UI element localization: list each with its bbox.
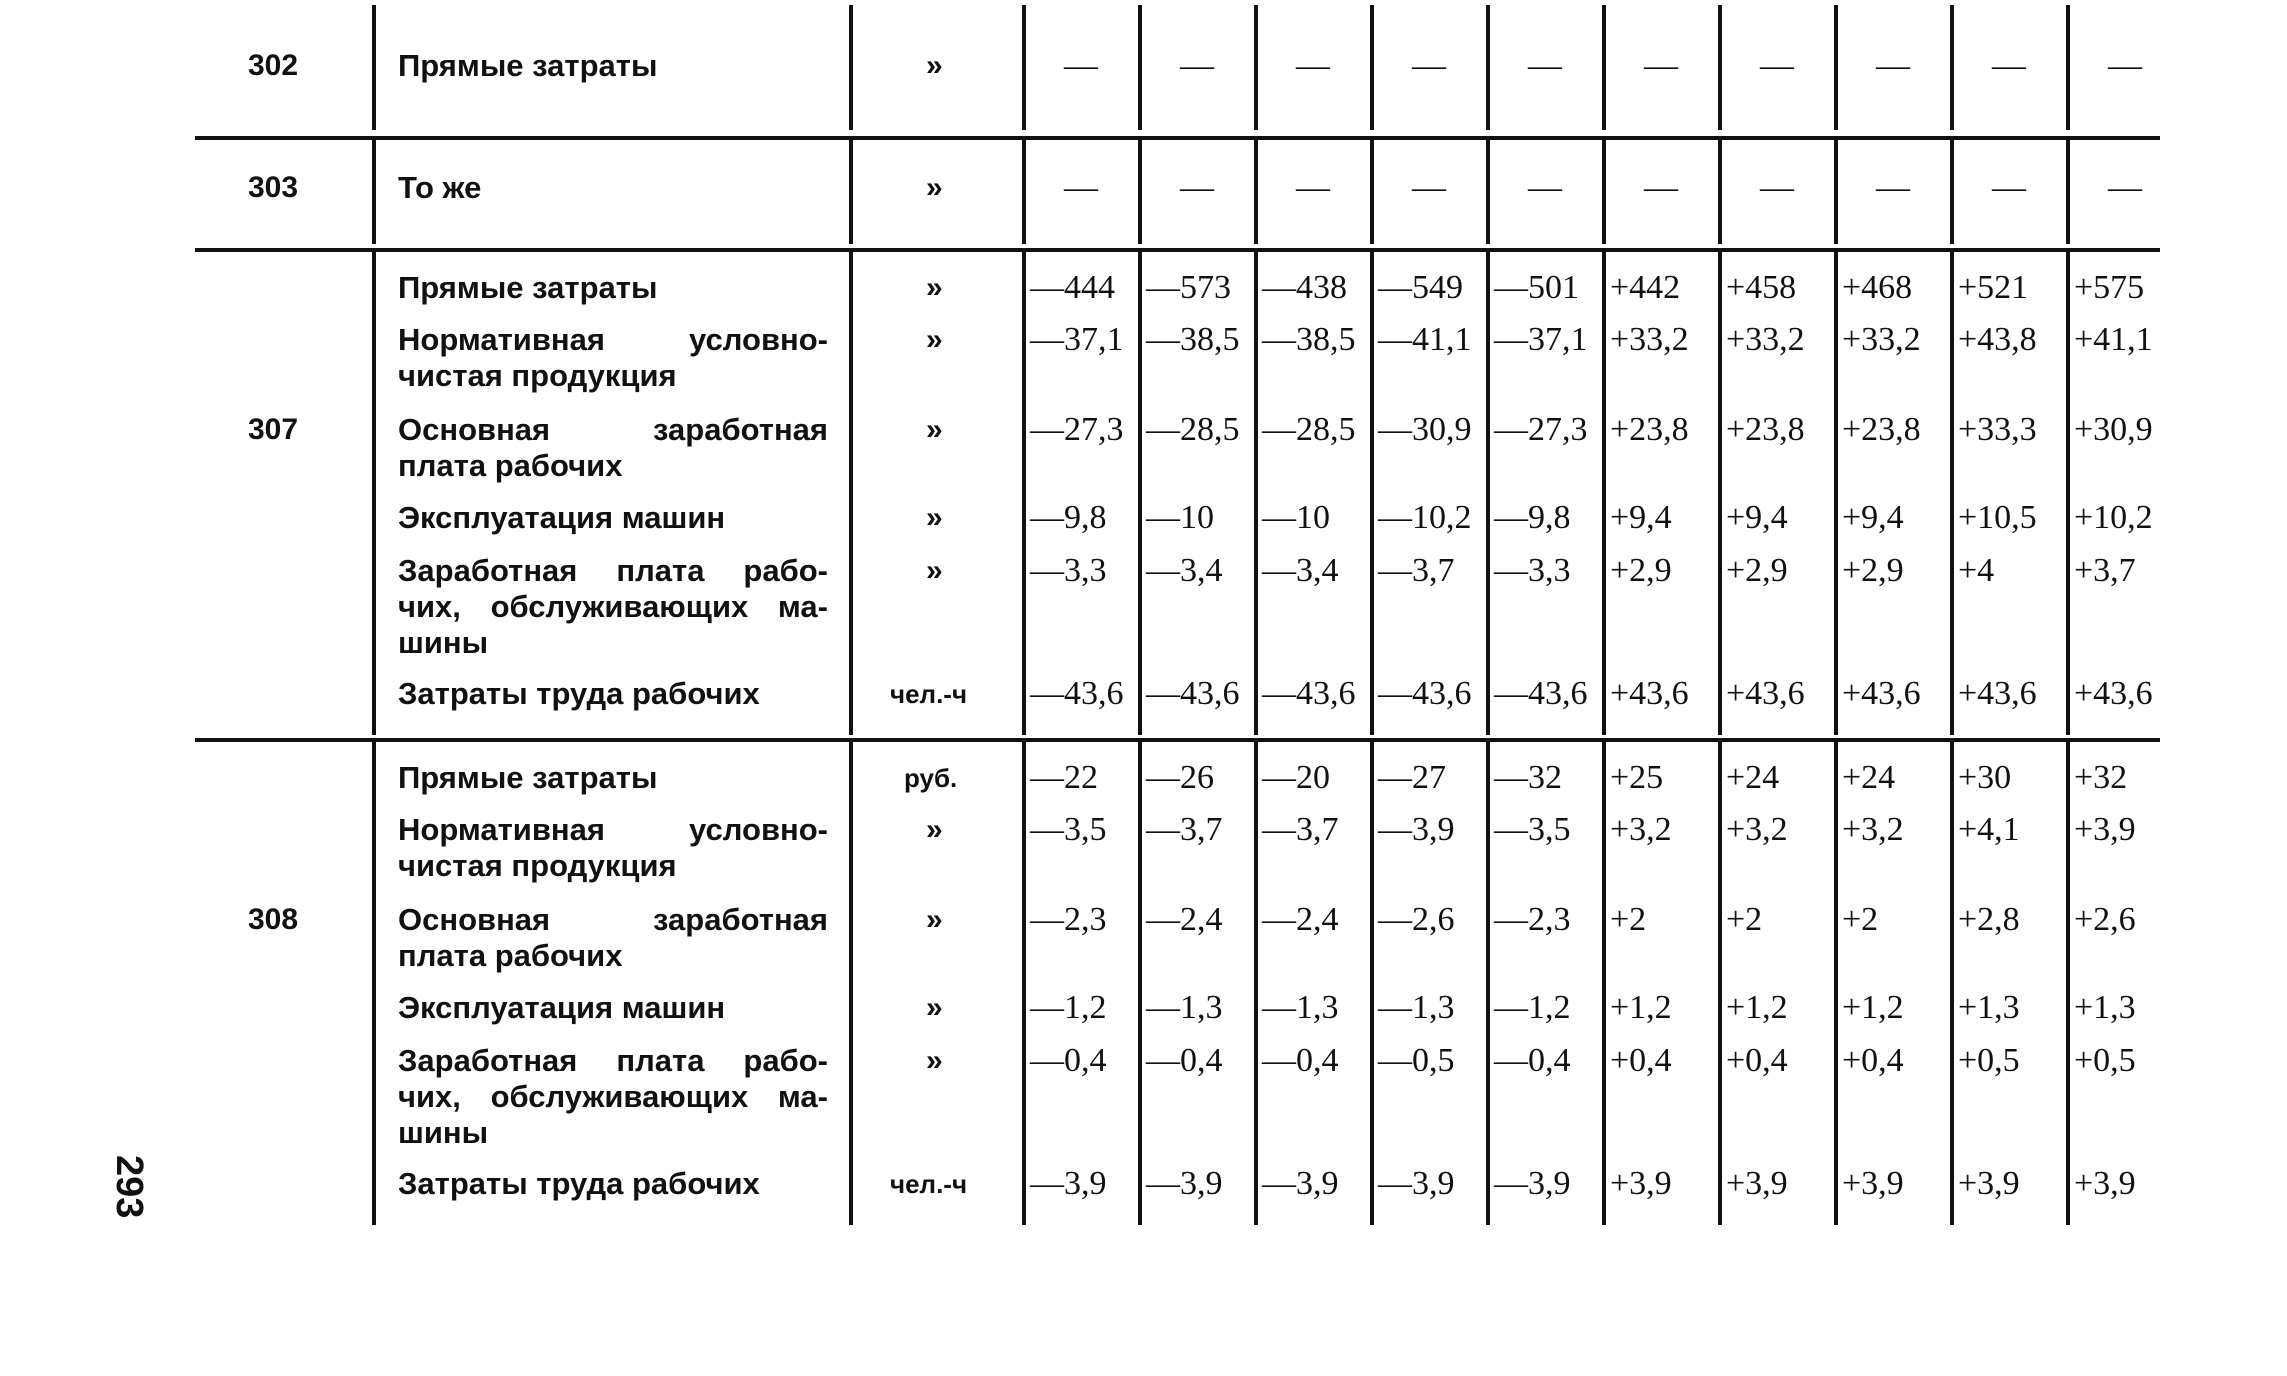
column-rule — [1138, 5, 1142, 130]
row-label: Заработная плата рабо- — [398, 1043, 828, 1078]
row-unit: » — [926, 554, 943, 587]
value-cell: +41,1 — [2074, 321, 2153, 358]
value-cell: — — [1992, 47, 2026, 84]
value-cell: — — [1528, 169, 1562, 206]
value-cell: +23,8 — [1610, 411, 1689, 448]
value-cell: —0,4 — [1146, 1042, 1223, 1079]
value-cell: +43,6 — [1610, 675, 1689, 712]
value-cell: —3,9 — [1262, 1165, 1339, 1202]
value-cell: +3,9 — [2074, 811, 2136, 848]
value-cell: —3,7 — [1378, 552, 1455, 589]
row-label: шины — [398, 625, 489, 660]
column-rule — [1022, 252, 1026, 735]
column-rule — [2066, 252, 2070, 735]
value-cell: —2,4 — [1146, 901, 1223, 938]
row-label: Затраты труда рабочих — [398, 1166, 760, 1201]
column-rule — [1834, 252, 1838, 735]
row-unit: » — [926, 171, 943, 204]
value-cell: —3,9 — [1146, 1165, 1223, 1202]
row-unit: » — [926, 991, 943, 1024]
column-rule — [1486, 140, 1490, 244]
value-cell: —573 — [1146, 269, 1231, 306]
value-cell: +2,6 — [2074, 901, 2136, 938]
row-label: чих, обслуживающих ма- — [398, 589, 828, 624]
value-cell: +24 — [1726, 759, 1780, 796]
value-cell: —10 — [1262, 499, 1330, 536]
value-cell: —2,6 — [1378, 901, 1455, 938]
value-cell: +33,2 — [1610, 321, 1689, 358]
row-unit: чел.-ч — [890, 1169, 968, 1199]
column-rule — [1602, 5, 1606, 130]
row-label: Эксплуатация машин — [398, 500, 726, 535]
value-cell: —41,1 — [1378, 321, 1472, 358]
value-cell: +23,8 — [1726, 411, 1805, 448]
column-rule — [1486, 252, 1490, 735]
column-rule — [1950, 5, 1954, 130]
row-unit: » — [926, 903, 943, 936]
section-code: 308 — [248, 903, 299, 936]
value-cell: —37,1 — [1494, 321, 1588, 358]
value-cell: —3,4 — [1262, 552, 1339, 589]
value-cell: +3,9 — [2074, 1165, 2136, 1202]
value-cell: +3,7 — [2074, 552, 2136, 589]
value-cell: +1,2 — [1610, 989, 1672, 1026]
value-cell: +30,9 — [2074, 411, 2153, 448]
row-unit: » — [926, 413, 943, 446]
value-cell: —27,3 — [1494, 411, 1588, 448]
value-cell: +521 — [1958, 269, 2029, 306]
value-cell: —549 — [1378, 269, 1463, 306]
row-label: чих, обслуживающих ма- — [398, 1079, 828, 1114]
column-rule — [1254, 252, 1258, 735]
value-cell: — — [2108, 47, 2142, 84]
column-rule — [1950, 252, 1954, 735]
value-cell: —30,9 — [1378, 411, 1472, 448]
value-cell: — — [1876, 169, 1910, 206]
value-cell: —438 — [1262, 269, 1347, 306]
value-cell: — — [1412, 169, 1446, 206]
value-cell: +9,4 — [1842, 499, 1904, 536]
value-cell: —22 — [1030, 759, 1098, 796]
column-rule — [1022, 742, 1026, 1225]
column-rule — [1370, 5, 1374, 130]
value-cell: — — [1992, 169, 2026, 206]
column-rule — [1718, 140, 1722, 244]
value-cell: —20 — [1262, 759, 1330, 796]
value-cell: —501 — [1494, 269, 1579, 306]
row-label: То же — [398, 170, 482, 205]
column-rule — [1486, 742, 1490, 1225]
value-cell: —0,5 — [1378, 1042, 1455, 1079]
column-rule — [1602, 140, 1606, 244]
value-cell: —2,3 — [1030, 901, 1107, 938]
value-cell: —28,5 — [1146, 411, 1240, 448]
value-cell: —0,4 — [1262, 1042, 1339, 1079]
value-cell: +3,9 — [1726, 1165, 1788, 1202]
column-rule — [1718, 5, 1722, 130]
column-rule — [849, 742, 853, 1225]
section-rule — [195, 136, 2160, 140]
value-cell: —38,5 — [1146, 321, 1240, 358]
value-cell: —28,5 — [1262, 411, 1356, 448]
value-cell: —27 — [1378, 759, 1446, 796]
value-cell: —3,3 — [1030, 552, 1107, 589]
value-cell: —1,3 — [1146, 989, 1223, 1026]
value-cell: —1,3 — [1378, 989, 1455, 1026]
row-label: Нормативная условно- — [398, 812, 828, 847]
column-rule — [2066, 140, 2070, 244]
value-cell: +1,3 — [2074, 989, 2136, 1026]
row-unit: » — [926, 813, 943, 846]
value-cell: —3,4 — [1146, 552, 1223, 589]
column-rule — [1254, 5, 1258, 130]
value-cell: +2,9 — [1842, 552, 1904, 589]
value-cell: +0,4 — [1842, 1042, 1904, 1079]
value-cell: —32 — [1494, 759, 1562, 796]
value-cell: +468 — [1842, 269, 1913, 306]
value-cell: — — [1644, 47, 1678, 84]
column-rule — [372, 5, 376, 130]
column-rule — [1950, 140, 1954, 244]
value-cell: —9,8 — [1030, 499, 1107, 536]
value-cell: — — [1064, 169, 1098, 206]
value-cell: — — [1760, 169, 1794, 206]
value-cell: —43,6 — [1378, 675, 1472, 712]
row-unit: » — [926, 323, 943, 356]
column-rule — [849, 140, 853, 244]
row-label: Затраты труда рабочих — [398, 676, 760, 711]
value-cell: — — [1296, 169, 1330, 206]
value-cell: — — [1412, 47, 1446, 84]
column-rule — [849, 5, 853, 130]
column-rule — [1254, 742, 1258, 1225]
value-cell: +2 — [1610, 901, 1647, 938]
value-cell: —43,6 — [1494, 675, 1588, 712]
value-cell: +2 — [1726, 901, 1763, 938]
row-unit: » — [926, 271, 943, 304]
column-rule — [1486, 5, 1490, 130]
value-cell: — — [1180, 169, 1214, 206]
value-cell: +2,9 — [1726, 552, 1788, 589]
value-cell: +3,9 — [1610, 1165, 1672, 1202]
value-cell: —10 — [1146, 499, 1214, 536]
column-rule — [1022, 5, 1026, 130]
value-cell: +32 — [2074, 759, 2128, 796]
value-cell: +2,9 — [1610, 552, 1672, 589]
value-cell: +25 — [1610, 759, 1664, 796]
row-label: Эксплуатация машин — [398, 990, 726, 1025]
value-cell: —27,3 — [1030, 411, 1124, 448]
value-cell: +23,8 — [1842, 411, 1921, 448]
column-rule — [1370, 252, 1374, 735]
page-number: 293 — [108, 1155, 150, 1219]
row-label: Заработная плата рабо- — [398, 553, 828, 588]
value-cell: —3,9 — [1030, 1165, 1107, 1202]
value-cell: +1,3 — [1958, 989, 2020, 1026]
row-label: Основная заработная — [398, 902, 828, 937]
row-label: плата рабочих — [398, 938, 623, 973]
value-cell: +43,6 — [1842, 675, 1921, 712]
value-cell: +0,5 — [2074, 1042, 2136, 1079]
value-cell: +575 — [2074, 269, 2145, 306]
value-cell: —0,4 — [1494, 1042, 1571, 1079]
value-cell: +33,2 — [1726, 321, 1805, 358]
row-unit: чел.-ч — [890, 679, 968, 709]
value-cell: +24 — [1842, 759, 1896, 796]
column-rule — [1602, 252, 1606, 735]
value-cell: +0,4 — [1726, 1042, 1788, 1079]
column-rule — [1950, 742, 1954, 1225]
value-cell: —3,9 — [1378, 811, 1455, 848]
column-rule — [1022, 140, 1026, 244]
value-cell: +3,2 — [1842, 811, 1904, 848]
column-rule — [1138, 252, 1142, 735]
column-rule — [1834, 742, 1838, 1225]
column-rule — [1254, 140, 1258, 244]
section-code: 307 — [248, 413, 299, 446]
value-cell: — — [2108, 169, 2142, 206]
value-cell: —3,9 — [1378, 1165, 1455, 1202]
value-cell: —43,6 — [1030, 675, 1124, 712]
value-cell: —3,9 — [1494, 1165, 1571, 1202]
value-cell: +9,4 — [1726, 499, 1788, 536]
value-cell: —43,6 — [1146, 675, 1240, 712]
value-cell: —9,8 — [1494, 499, 1571, 536]
value-cell: +442 — [1610, 269, 1681, 306]
value-cell: —43,6 — [1262, 675, 1356, 712]
value-cell: +3,2 — [1726, 811, 1788, 848]
value-cell: —1,3 — [1262, 989, 1339, 1026]
column-rule — [1370, 140, 1374, 244]
column-rule — [1138, 742, 1142, 1225]
value-cell: +2 — [1842, 901, 1879, 938]
value-cell: +0,5 — [1958, 1042, 2020, 1079]
column-rule — [372, 140, 376, 244]
value-cell: —3,3 — [1494, 552, 1571, 589]
row-label: Прямые затраты — [398, 270, 658, 305]
row-label: плата рабочих — [398, 448, 623, 483]
value-cell: +43,8 — [1958, 321, 2037, 358]
column-rule — [2066, 742, 2070, 1225]
value-cell: +4,1 — [1958, 811, 2020, 848]
section-rule — [195, 248, 2160, 252]
value-cell: +4 — [1958, 552, 1995, 589]
value-cell: +33,2 — [1842, 321, 1921, 358]
row-label: Основная заработная — [398, 412, 828, 447]
value-cell: +3,9 — [1958, 1165, 2020, 1202]
row-unit: » — [926, 49, 943, 82]
section-rule — [195, 738, 2160, 742]
row-label: чистая продукция — [398, 848, 677, 883]
column-rule — [1370, 742, 1374, 1225]
value-cell: +2,8 — [1958, 901, 2020, 938]
row-unit: » — [926, 1044, 943, 1077]
column-rule — [1834, 140, 1838, 244]
row-label: Нормативная условно- — [398, 322, 828, 357]
value-cell: —38,5 — [1262, 321, 1356, 358]
value-cell: +458 — [1726, 269, 1797, 306]
value-cell: +43,6 — [1958, 675, 2037, 712]
row-label: чистая продукция — [398, 358, 677, 393]
value-cell: — — [1876, 47, 1910, 84]
value-cell: —3,5 — [1030, 811, 1107, 848]
row-unit: руб. — [904, 763, 958, 793]
value-cell: — — [1760, 47, 1794, 84]
value-cell: —1,2 — [1030, 989, 1107, 1026]
value-cell: —3,7 — [1262, 811, 1339, 848]
value-cell: —3,7 — [1146, 811, 1223, 848]
row-unit: » — [926, 501, 943, 534]
row-label: шины — [398, 1115, 489, 1150]
column-rule — [1602, 742, 1606, 1225]
row-label: Прямые затраты — [398, 760, 658, 795]
column-rule — [1718, 252, 1722, 735]
value-cell: +9,4 — [1610, 499, 1672, 536]
value-cell: — — [1180, 47, 1214, 84]
value-cell: +1,2 — [1842, 989, 1904, 1026]
value-cell: +10,5 — [1958, 499, 2037, 536]
column-rule — [1138, 140, 1142, 244]
value-cell: +1,2 — [1726, 989, 1788, 1026]
value-cell: —1,2 — [1494, 989, 1571, 1026]
value-cell: +3,9 — [1842, 1165, 1904, 1202]
value-cell: +0,4 — [1610, 1042, 1672, 1079]
value-cell: — — [1064, 47, 1098, 84]
section-code: 303 — [248, 171, 299, 204]
value-cell: —10,2 — [1378, 499, 1472, 536]
value-cell: +3,2 — [1610, 811, 1672, 848]
column-rule — [2066, 5, 2070, 130]
row-label: Прямые затраты — [398, 48, 658, 83]
value-cell: +10,2 — [2074, 499, 2153, 536]
column-rule — [372, 742, 376, 1225]
value-cell: —0,4 — [1030, 1042, 1107, 1079]
value-cell: — — [1644, 169, 1678, 206]
column-rule — [1834, 5, 1838, 130]
value-cell: +43,6 — [1726, 675, 1805, 712]
value-cell: +43,6 — [2074, 675, 2153, 712]
value-cell: —3,5 — [1494, 811, 1571, 848]
value-cell: —2,4 — [1262, 901, 1339, 938]
section-code: 302 — [248, 49, 299, 82]
value-cell: +30 — [1958, 759, 2012, 796]
column-rule — [849, 252, 853, 735]
value-cell: —2,3 — [1494, 901, 1571, 938]
value-cell: — — [1528, 47, 1562, 84]
column-rule — [1718, 742, 1722, 1225]
value-cell: —37,1 — [1030, 321, 1124, 358]
value-cell: — — [1296, 47, 1330, 84]
value-cell: —444 — [1030, 269, 1115, 306]
value-cell: —26 — [1146, 759, 1214, 796]
value-cell: +33,3 — [1958, 411, 2037, 448]
column-rule — [372, 252, 376, 735]
